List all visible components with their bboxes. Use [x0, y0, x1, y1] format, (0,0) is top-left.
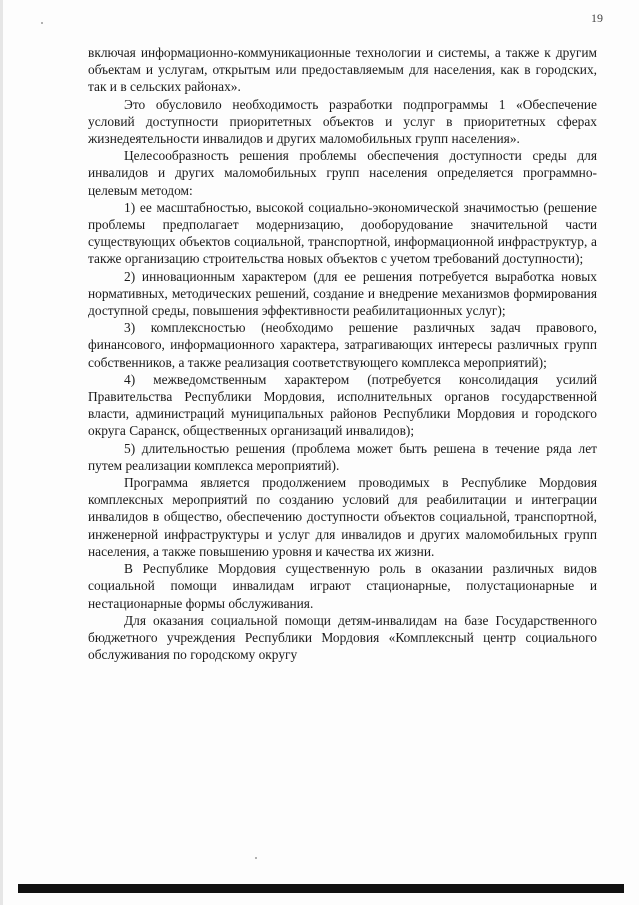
list-item-4: 4) межведомственным характером (потребуется консолидация усилий Правительства Республики Мордовия, исполнительных органов государственной власти, администраций муниципальных районов Республики Мордовия и городского округа Саранск, общественных организаций инвалидов);: [88, 371, 597, 439]
scan-speck: [255, 857, 257, 859]
paragraph-subprogram: Это обусловило необходимость разработки подпрограммы 1 «Обеспечение условий доступности приоритетных объектов и услуг в приоритетных сферах жизнедеятельности инвалидов и других маломобильных групп населения».: [88, 96, 597, 147]
scan-speck: [41, 22, 43, 24]
scan-left-edge: [0, 0, 3, 905]
list-item-2: 2) инновационным характером (для ее решения потребуется выработка новых нормативных, методических решений, создание и внедрение механизмов формирования доступной среды, повышения эффективности реабилитационных услуг);: [88, 268, 597, 319]
page-body: [88, 44, 597, 663]
page-number: 19: [591, 11, 603, 25]
scan-bottom-border: [18, 884, 624, 893]
paragraph-continuation: включая информационно-коммуникационные технологии и системы, а также к другим объектам и услугам, открытым или предоставляемым для населения, как в городских, так и в сельских районах».: [88, 45, 597, 95]
list-item-5: 5) длительностью решения (проблема может быть решена в течение ряда лет путем реализации комплекса мероприятий).: [88, 440, 597, 473]
paragraph-children-assistance: Для оказания социальной помощи детям-инвалидам на базе Государственного бюджетного учреждения Республики Мордовия «Комплексный центр социального обслуживания по городскому округу: [88, 612, 597, 663]
list-item-1: 1) ее масштабностью, высокой социально-экономической значимостью (решение проблемы предполагает модернизацию, дооборудование значительной части существующих объектов социальной, транспортной, информационной инфраструктур, а также организацию строительства новых объектов с учетом требований доступности);: [88, 199, 597, 267]
list-item-3: 3) комплексностью (необходимо решение различных задач правового, финансового, информационного характера, затрагивающих интересы различных групп собственников, а также реализация соответствующего комплекса мероприятий);: [88, 320, 597, 370]
paragraph-expediency: Целесообразность решения проблемы обеспечения доступности среды для инвалидов и других маломобильных групп населения определяется программно-целевым методом:: [88, 148, 597, 198]
paragraph-service-forms: В Республике Мордовия существенную роль в оказании различных видов социальной помощи инвалидам играют стационарные, полустационарные и нестационарные формы обслуживания.: [88, 561, 597, 611]
paragraph-program-continuation: Программа является продолжением проводимых в Республике Мордовия комплексных мероприятий по созданию условий для реабилитации и интеграции инвалидов в общество, обеспечению доступности объектов социальной, транспортной, инженерной инфраструктуры и услуг для инвалидов и других маломобильных групп населения, а также повышению уровня и качества их жизни.: [88, 475, 597, 559]
